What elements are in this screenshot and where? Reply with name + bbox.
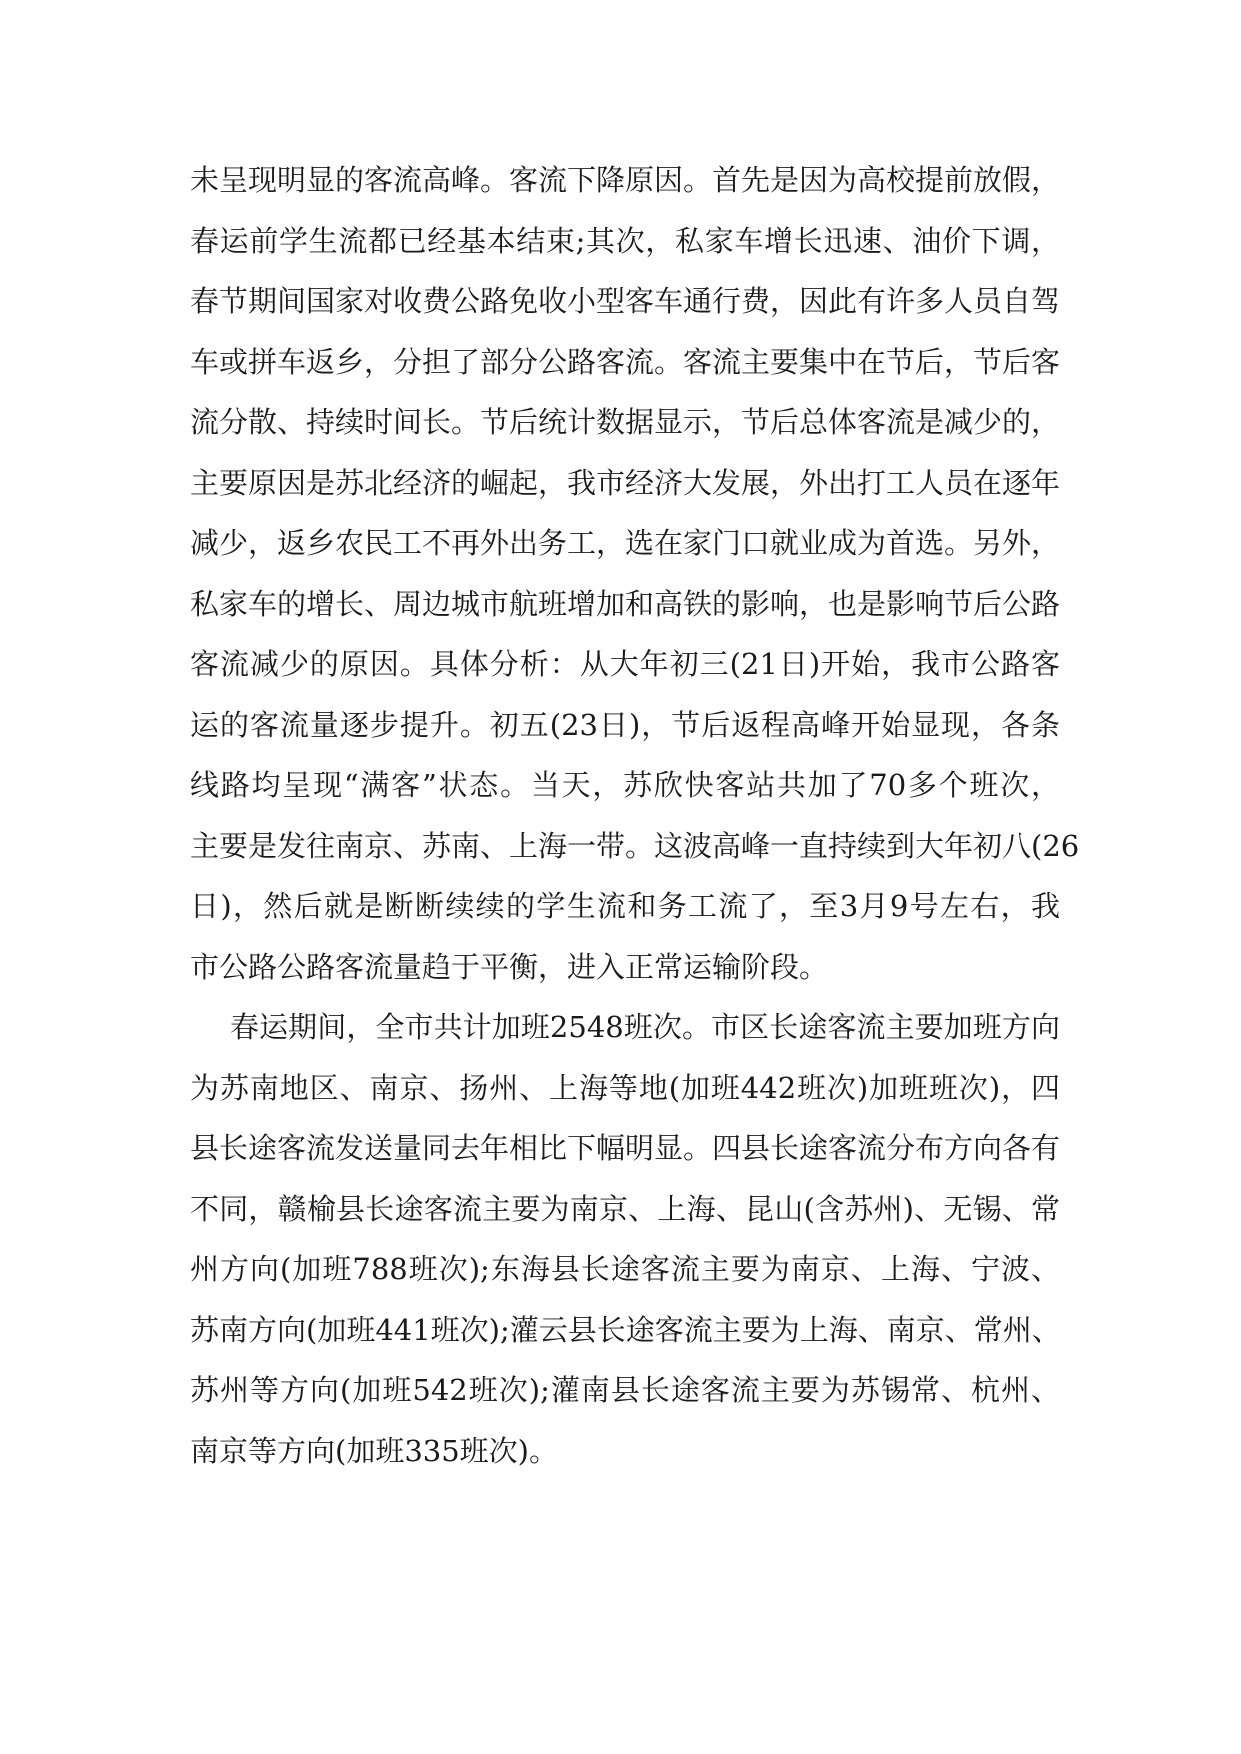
text-line: 日)，然后就是断断续续的学生流和务工流了，至3月9号左右，我 [190,889,1060,923]
text-line: 车或拼车返乡，分担了部分公路客流。客流主要集中在节后，节后客 [190,344,1061,379]
body-text [190,150,1080,1481]
text-line: 运的客流量逐步提升。初五(23日)，节后返程高峰开始显现，各条 [190,707,1060,742]
text-line-indented: 春运期间，全市共计加班2548班次。市区长途客流主要加班方向 [230,1010,1060,1044]
text-line: 州方向(加班788班次);东海县长途客流主要为南京、上海、宁波、 [190,1252,1060,1286]
text-line: 主要是发往南京、苏南、上海一带。这波高峰一直持续到大年初八(26 [190,828,1080,863]
text-line: 苏南方向(加班441班次);灌云县长途客流主要为上海、南京、常州、 [190,1312,1061,1347]
text-line: 私家车的增长、周边城市航班增加和高铁的影响，也是影响节后公路 [190,586,1061,621]
text-line: 不同，赣榆县长途客流主要为南京、上海、昆山(含苏州)、无锡、常 [190,1191,1060,1226]
text-line: 县长途客流发送量同去年相比下幅明显。四县长途客流分布方向各有 [190,1131,1061,1165]
text-line: 春节期间国家对收费公路免收小型客车通行费，因此有许多人员自驾 [190,284,1061,318]
text-line: 减少，返乡农民工不再外出务工，选在家门口就业成为首选。另外， [190,526,1061,560]
text-line: 春运前学生流都已经基本结束;其次，私家车增长迅速、油价下调， [190,223,1060,258]
text-line: 客流减少的原因。具体分析：从大年初三(21日)开始，我市公路客 [190,647,1060,681]
text-line: 为苏南地区、南京、扬州、上海等地(加班442班次)加班班次)，四 [190,1070,1060,1105]
text-line: 流分散、持续时间长。节后统计数据显示，节后总体客流是减少的， [190,405,1061,439]
text-line: 主要原因是苏北经济的崛起，我市经济大发展，外出打工人员在逐年 [190,465,1061,500]
text-line: 南京等方向(加班335班次)。 [190,1433,558,1468]
text-line: 市公路公路客流量趋于平衡，进入正常运输阶段。 [190,949,829,984]
text-line: 线路均呈现“满客”状态。当天，苏欣快客站共加了70多个班次， [190,768,1060,802]
paragraph-1 [190,150,1080,997]
text-line: 苏州等方向(加班542班次);灌南县长途客流主要为苏锡常、杭州、 [190,1373,1060,1407]
paragraph-2 [190,997,1060,1481]
text-line: 未呈现明显的客流高峰。客流下降原因。首先是因为高校提前放假， [190,163,1061,197]
